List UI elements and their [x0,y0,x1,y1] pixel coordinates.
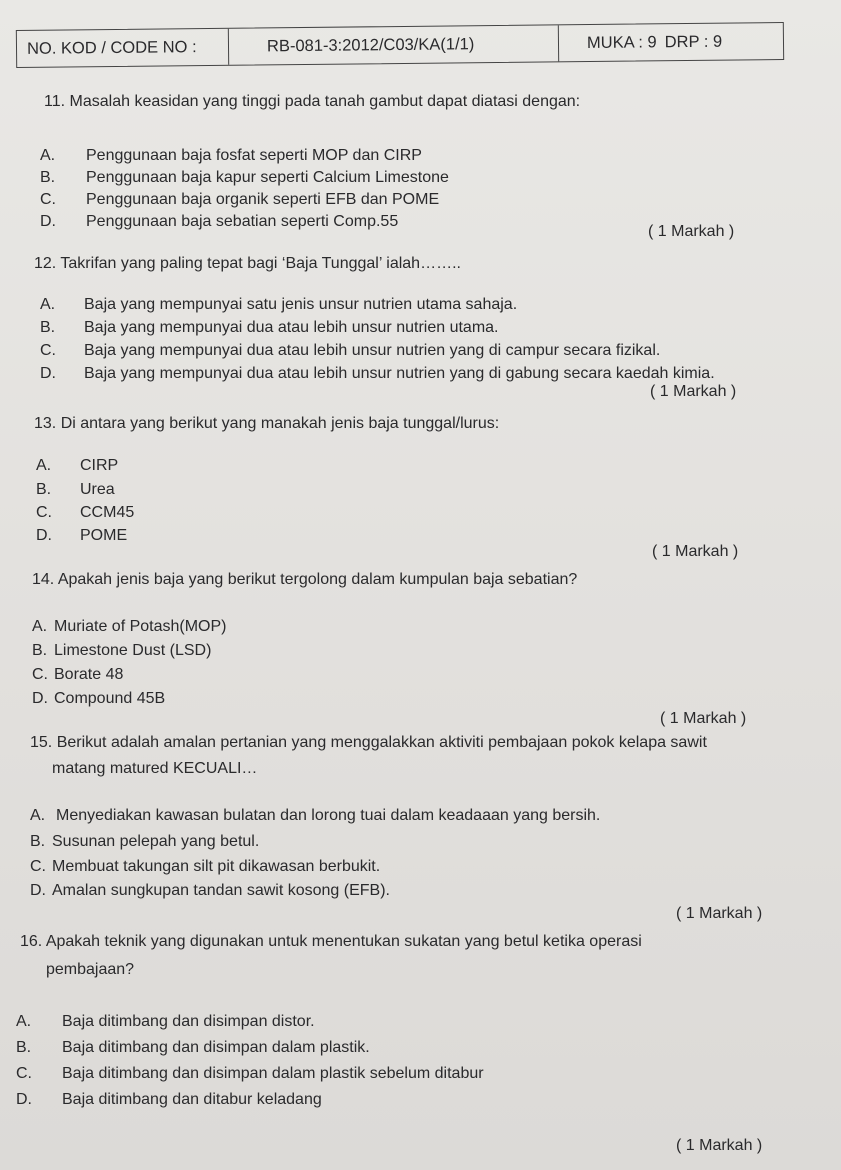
code-label: NO. KOD / CODE NO : [17,29,229,67]
question-number: 11. [44,93,66,110]
marks-11: ( 1 Markah ) [648,223,735,240]
option-14a [32,617,227,637]
option-letter: A. [40,296,56,313]
option-text: Penggunaan baja sebatian seperti Comp.55 [86,213,399,230]
question-12 [34,254,461,274]
question-text: Berikut adalah amalan pertanian yang menggalakkan aktiviti pembajaan pokok kelapa sawit [56,734,707,751]
marks-13: ( 1 Markah ) [652,543,739,560]
page-info [559,23,783,61]
option-letter: D. [36,527,52,544]
option-15d [30,881,390,901]
option-text: Baja yang mempunyai dua atau lebih unsur nutrien yang di gabung secara kaedah kimia. [84,365,715,382]
code-value: RB-081-3:2012/C03/KA(1/1) [229,25,559,64]
marks-16: ( 1 Markah ) [676,1137,763,1154]
option-13d [36,526,127,546]
option-letter: C. [36,504,52,521]
option-letter: B. [40,319,56,336]
option-13a [36,456,118,476]
option-16d [16,1090,322,1110]
option-letter: D. [40,213,56,230]
option-letter: A. [32,618,48,635]
option-text: Baja ditimbang dan ditabur keladang [62,1091,322,1108]
option-16b [16,1038,370,1058]
option-text: Penggunaan baja organik seperti EFB dan POME [86,191,440,208]
option-letter: A. [16,1013,32,1030]
option-text: Limestone Dust (LSD) [54,642,212,659]
question-text: Masalah keasidan yang tinggi pada tanah gambut dapat diatasi dengan: [69,93,581,110]
muka-label: MUKA : 9 [586,32,657,52]
option-letter: A. [36,457,52,474]
question-15 [30,733,707,753]
option-11a [40,146,422,166]
option-letter: B. [16,1039,32,1056]
option-12d [40,364,715,384]
option-11b [40,168,449,188]
option-letter: C. [32,666,48,683]
option-text: Compound 45B [54,690,166,707]
option-letter: B. [36,481,52,498]
question-14 [32,570,577,590]
option-text: Amalan sungkupan tandan sawit kosong (EFB). [52,882,390,899]
option-14b [32,641,211,661]
option-14d [32,689,165,709]
option-text: Baja yang mempunyai dua atau lebih unsur nutrien utama. [84,319,499,336]
option-letter: D. [32,690,48,707]
option-text: POME [80,527,128,544]
option-13c [36,503,134,523]
marks-15: ( 1 Markah ) [676,905,763,922]
option-letter: D. [40,365,56,382]
question-text: Takrifan yang paling tepat bagi ‘Baja Tunggal’ ialah…….. [60,255,461,272]
option-12c [40,341,660,361]
option-14c [32,665,123,685]
option-letter: B. [32,642,48,659]
question-11 [44,92,580,112]
header-code-box [16,22,784,68]
option-text: Baja ditimbang dan disimpan distor. [62,1013,315,1030]
option-11d [40,212,398,232]
question-number: 16. [20,933,43,950]
drp-label: DRP : 9 [664,32,723,51]
option-12b [40,318,498,338]
option-text: Penggunaan baja fosfat seperti MOP dan CIRP [86,147,422,164]
option-13b [36,480,115,500]
option-letter: B. [30,833,46,850]
marks-14: ( 1 Markah ) [660,710,747,727]
option-letter: D. [30,882,46,899]
option-16a [16,1012,315,1032]
option-text: Borate 48 [54,666,124,683]
option-letter: C. [40,342,56,359]
option-text: Muriate of Potash(MOP) [54,618,227,635]
question-16 [20,932,642,952]
option-text: Baja yang mempunyai dua atau lebih unsur nutrien yang di campur secara fizikal. [84,342,661,359]
question-text: Apakah jenis baja yang berikut tergolong dalam kumpulan baja sebatian? [57,571,578,588]
option-text: Baja ditimbang dan disimpan dalam plastik. [62,1039,370,1056]
question-number: 13. [34,415,57,432]
question-text: Di antara yang berikut yang manakah jenis baja tunggal/lurus: [60,415,500,432]
option-text: Baja ditimbang dan disimpan dalam plastik sebelum ditabur [62,1065,484,1082]
option-text: Menyediakan kawasan bulatan dan lorong tuai dalam keadaaan yang bersih. [56,807,601,824]
option-letter: A. [30,807,46,824]
option-text: Susunan pelepah yang betul. [52,833,260,850]
option-text: Membuat takungan silt pit dikawasan berbukit. [52,858,381,875]
option-text: CIRP [80,457,119,474]
marks-12: ( 1 Markah ) [650,383,737,400]
option-16c [16,1064,484,1084]
option-text: CCM45 [80,504,135,521]
question-text: Apakah teknik yang digunakan untuk menentukan sukatan yang betul ketika operasi [45,933,642,950]
option-11c [40,190,439,210]
option-letter: C. [16,1065,32,1082]
question-13 [34,414,499,434]
option-text: Penggunaan baja kapur seperti Calcium Limestone [86,169,449,186]
question-15-line2: matang matured KECUALI… [52,760,258,777]
question-number: 14. [32,571,55,588]
option-15a [30,806,600,826]
question-number: 12. [34,255,57,272]
option-15c [30,857,380,877]
option-15b [30,832,259,852]
option-letter: C. [40,191,56,208]
question-16-line2: pembajaan? [46,961,135,978]
option-letter: A. [40,147,56,164]
question-number: 15. [30,734,53,751]
option-letter: D. [16,1091,32,1108]
option-12a [40,295,517,315]
option-letter: C. [30,858,46,875]
option-text: Baja yang mempunyai satu jenis unsur nutrien utama sahaja. [84,296,518,313]
option-letter: B. [40,169,56,186]
option-text: Urea [80,481,115,498]
